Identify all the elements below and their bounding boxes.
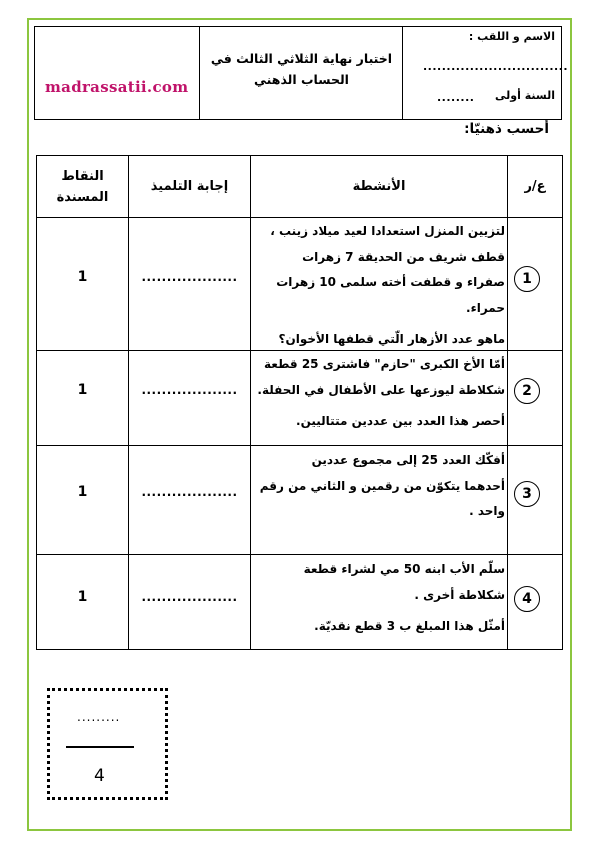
year-label: السنة أولى	[495, 89, 555, 102]
name-label: الاسم و اللقب :	[468, 30, 555, 43]
name-field[interactable]: ...............................	[423, 60, 569, 73]
header-logo-cell	[35, 27, 200, 119]
activity-1-question: ماهو عدد الأزهار الّتي قطفها الأخوان؟	[278, 332, 505, 346]
instruction-text: أحسب ذهنيّا:	[464, 121, 549, 137]
row-number-4: 4	[514, 586, 540, 612]
header-student-cell	[403, 27, 569, 119]
score-denominator: 4	[94, 766, 105, 786]
activity-1: لتزيين المنزل استعدادا لعيد ميلاد زينب ، قطف شريف من الحديقة 7 زهرات صفراء و قطفت أخته سلمى 10 زهرات حمراء. ماهو عدد الأزهار الّتي قطفها الأخوان؟	[251, 219, 507, 353]
exam-title-line2: الحساب الذهني	[254, 72, 349, 87]
header-answer: إجابة التلميذ	[150, 179, 229, 194]
year-field[interactable]: ........	[437, 91, 475, 104]
points-4: 1	[77, 589, 88, 605]
points-1: 1	[77, 269, 88, 285]
header-points-line2: المسندة	[56, 189, 109, 205]
points-2: 1	[77, 382, 88, 398]
header-box	[34, 26, 569, 120]
score-numerator-field[interactable]: .........	[77, 710, 121, 724]
activity-3: أفكّك العدد 25 إلى مجموع عددين أحدهما يتكوّن من رقمين و الثاني من رقم واحد .	[259, 453, 505, 518]
activities-table	[36, 155, 563, 650]
row-number-2: 2	[514, 378, 540, 404]
score-box	[47, 688, 168, 800]
exam-title-line1: اختبار نهاية الثلاثي الثالث في	[210, 51, 393, 66]
fraction-line	[66, 746, 134, 748]
activity-4-question: أمثّل هذا المبلغ ب 3 قطع نقديّة.	[314, 619, 505, 633]
header-number: ع/ر	[524, 179, 546, 194]
site-logo: madrassatii.com	[45, 78, 189, 96]
row-number-3: 3	[514, 481, 540, 507]
header-points-line1: النقاط	[61, 168, 104, 184]
answer-field-3[interactable]: ...................	[141, 485, 238, 499]
row-number-1: 1	[514, 266, 540, 292]
header-points	[37, 156, 128, 217]
answer-field-2[interactable]: ...................	[141, 383, 238, 397]
answer-field-1[interactable]: ...................	[141, 270, 238, 284]
header-title-cell	[200, 27, 403, 119]
activity-2-question: أحصر هذا العدد بين عددين متتاليين.	[296, 414, 505, 428]
header-activities: الأنشطة	[352, 179, 406, 194]
activity-4: سلّم الأب ابنه 50 مي لشراء قطعة شكلاطة أخرى . أمثّل هذا المبلغ ب 3 قطع نقديّة.	[251, 557, 507, 640]
answer-field-4[interactable]: ...................	[141, 590, 238, 604]
activity-2: أمّا الأخ الكبرى "حازم" فاشترى 25 قطعة شكلاطة ليوزعها على الأطفال في الحفلة. أحصر هذا العدد بين عددين متتاليين.	[251, 352, 507, 435]
points-3: 1	[77, 484, 88, 500]
